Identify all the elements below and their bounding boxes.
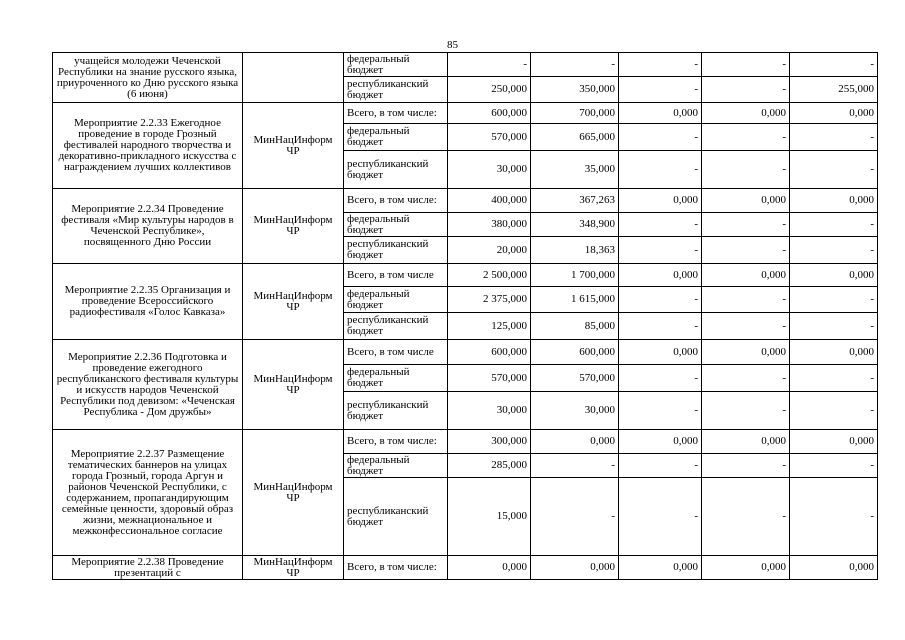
funding-source-cell: Всего, в том числе: — [344, 430, 448, 454]
funding-source-cell: федеральный бюджет — [344, 365, 448, 392]
amount-cell: - — [619, 151, 702, 189]
amount-cell: - — [790, 365, 878, 392]
amount-cell: - — [702, 237, 790, 264]
activity-name-cell: Мероприятие 2.2.34 Проведение фестиваля «Мир культуры народов в Чеченской Республике», посвященного Дню России — [53, 189, 243, 264]
amount-cell: 0,000 — [790, 340, 878, 365]
amount-cell: 20,000 — [448, 237, 531, 264]
amount-cell: - — [619, 365, 702, 392]
amount-cell: 350,000 — [531, 77, 619, 103]
funding-source-cell: Всего, в том числе: — [344, 556, 448, 580]
amount-cell: 0,000 — [531, 430, 619, 454]
amount-cell: - — [531, 478, 619, 556]
amount-cell: - — [790, 313, 878, 340]
amount-cell: 0,000 — [619, 556, 702, 580]
funding-source-cell: республиканский бюджет — [344, 313, 448, 340]
executor-cell: МинНацИнформ ЧР — [243, 264, 344, 340]
amount-cell: 400,000 — [448, 189, 531, 213]
table-body — [53, 53, 878, 580]
amount-cell: - — [702, 151, 790, 189]
amount-cell: 0,000 — [619, 189, 702, 213]
amount-cell: 18,363 — [531, 237, 619, 264]
funding-source-cell: федеральный бюджет — [344, 454, 448, 478]
table-row — [53, 340, 878, 365]
amount-cell: - — [790, 151, 878, 189]
funding-source-cell: Всего, в том числе — [344, 340, 448, 365]
funding-source-cell: республиканский бюджет — [344, 478, 448, 556]
amount-cell: 0,000 — [702, 340, 790, 365]
funding-source-cell: республиканский бюджет — [344, 77, 448, 103]
amount-cell: 285,000 — [448, 454, 531, 478]
amount-cell: 0,000 — [619, 340, 702, 365]
amount-cell: - — [702, 53, 790, 77]
amount-cell: - — [531, 454, 619, 478]
table-row — [53, 53, 878, 77]
amount-cell: - — [619, 313, 702, 340]
amount-cell: 0,000 — [790, 556, 878, 580]
amount-cell: 600,000 — [448, 340, 531, 365]
table-row — [53, 430, 878, 454]
amount-cell: 2 375,000 — [448, 287, 531, 313]
amount-cell: 700,000 — [531, 103, 619, 124]
amount-cell: 0,000 — [702, 430, 790, 454]
amount-cell: 0,000 — [448, 556, 531, 580]
funding-source-cell: федеральный бюджет — [344, 124, 448, 151]
amount-cell: 600,000 — [531, 340, 619, 365]
amount-cell: - — [619, 287, 702, 313]
funding-source-cell: федеральный бюджет — [344, 287, 448, 313]
amount-cell: 15,000 — [448, 478, 531, 556]
amount-cell: 0,000 — [619, 103, 702, 124]
amount-cell: - — [790, 124, 878, 151]
executor-cell: МинНацИнформ ЧР — [243, 189, 344, 264]
amount-cell: - — [790, 53, 878, 77]
amount-cell: - — [702, 77, 790, 103]
amount-cell: 570,000 — [531, 365, 619, 392]
funding-source-cell: республиканский бюджет — [344, 237, 448, 264]
table-row — [53, 189, 878, 213]
amount-cell: 1 615,000 — [531, 287, 619, 313]
amount-cell: - — [619, 77, 702, 103]
table-row — [53, 556, 878, 580]
amount-cell: - — [619, 237, 702, 264]
funding-source-cell: Всего, в том числе: — [344, 189, 448, 213]
amount-cell: 0,000 — [531, 556, 619, 580]
amount-cell: 0,000 — [790, 103, 878, 124]
amount-cell: - — [702, 313, 790, 340]
amount-cell: 30,000 — [531, 392, 619, 430]
funding-source-cell: федеральный бюджет — [344, 53, 448, 77]
activity-name-cell: Мероприятие 2.2.38 Проведение презентаций с — [53, 556, 243, 580]
amount-cell: - — [790, 392, 878, 430]
table-row — [53, 264, 878, 287]
amount-cell: - — [702, 454, 790, 478]
amount-cell: - — [531, 53, 619, 77]
activity-name-cell: Мероприятие 2.2.36 Подготовка и проведение ежегодного республиканского фестиваля культуры и искусств народов Чеченской Республики под девизом: «Чеченская Республика - Дом дружбы» — [53, 340, 243, 430]
amount-cell: - — [448, 53, 531, 77]
amount-cell: - — [619, 392, 702, 430]
amount-cell: 380,000 — [448, 213, 531, 237]
executor-cell: МинНацИнформ ЧР — [243, 340, 344, 430]
amount-cell: 35,000 — [531, 151, 619, 189]
activity-name-cell: Мероприятие 2.2.35 Организация и проведение Всероссийского радиофестиваля «Голос Кавказа» — [53, 264, 243, 340]
amount-cell: 0,000 — [790, 430, 878, 454]
amount-cell: 570,000 — [448, 365, 531, 392]
table-row — [53, 103, 878, 124]
amount-cell: 85,000 — [531, 313, 619, 340]
page-number: 85 — [447, 39, 458, 51]
executor-cell — [243, 53, 344, 103]
funding-source-cell: Всего, в том числе — [344, 264, 448, 287]
amount-cell: 0,000 — [790, 189, 878, 213]
amount-cell: - — [790, 478, 878, 556]
activity-name-cell: Мероприятие 2.2.37 Размещение тематических баннеров на улицах города Грозный, города Аргун и районов Чеченской Республики, с содержанием, пропагандирующим семейные ценности, здоровый образ жизни, межнациональное и межконфессиональное согласие — [53, 430, 243, 556]
amount-cell: 570,000 — [448, 124, 531, 151]
amount-cell: - — [619, 213, 702, 237]
executor-cell: МинНацИнформ ЧР — [243, 430, 344, 556]
amount-cell: - — [790, 454, 878, 478]
amount-cell: - — [702, 213, 790, 237]
amount-cell: 0,000 — [702, 264, 790, 287]
amount-cell: 1 700,000 — [531, 264, 619, 287]
funding-source-cell: республиканский бюджет — [344, 392, 448, 430]
activity-name-cell: учащейся молодежи Чеченской Республики на знание русского языка, приуроченного ко Дню русского языка (6 июня) — [53, 53, 243, 103]
amount-cell: 250,000 — [448, 77, 531, 103]
amount-cell: 0,000 — [702, 103, 790, 124]
funding-source-cell: федеральный бюджет — [344, 213, 448, 237]
amount-cell: 600,000 — [448, 103, 531, 124]
funding-source-cell: Всего, в том числе: — [344, 103, 448, 124]
funding-source-cell: республиканский бюджет — [344, 151, 448, 189]
amount-cell: - — [619, 53, 702, 77]
amount-cell: 30,000 — [448, 392, 531, 430]
amount-cell: - — [702, 124, 790, 151]
amount-cell: 348,900 — [531, 213, 619, 237]
activity-name-cell: Мероприятие 2.2.33 Ежегодное проведение в городе Грозный фестивалей народного творчества и декоративно-прикладного искусства с награждением лучших коллективов — [53, 103, 243, 189]
amount-cell: 367,263 — [531, 189, 619, 213]
amount-cell: 125,000 — [448, 313, 531, 340]
amount-cell: 0,000 — [619, 430, 702, 454]
amount-cell: - — [702, 478, 790, 556]
amount-cell: - — [619, 478, 702, 556]
amount-cell: - — [702, 365, 790, 392]
amount-cell: 665,000 — [531, 124, 619, 151]
amount-cell: 0,000 — [619, 264, 702, 287]
amount-cell: - — [619, 454, 702, 478]
amount-cell: - — [619, 124, 702, 151]
amount-cell: 300,000 — [448, 430, 531, 454]
amount-cell: 0,000 — [790, 264, 878, 287]
budget-table — [52, 52, 878, 580]
amount-cell: 255,000 — [790, 77, 878, 103]
executor-cell: МинНацИнформ ЧР — [243, 556, 344, 580]
amount-cell: 2 500,000 — [448, 264, 531, 287]
amount-cell: - — [790, 287, 878, 313]
amount-cell: 0,000 — [702, 189, 790, 213]
amount-cell: 30,000 — [448, 151, 531, 189]
amount-cell: - — [702, 392, 790, 430]
executor-cell: МинНацИнформ ЧР — [243, 103, 344, 189]
amount-cell: 0,000 — [702, 556, 790, 580]
amount-cell: - — [702, 287, 790, 313]
amount-cell: - — [790, 213, 878, 237]
amount-cell: - — [790, 237, 878, 264]
